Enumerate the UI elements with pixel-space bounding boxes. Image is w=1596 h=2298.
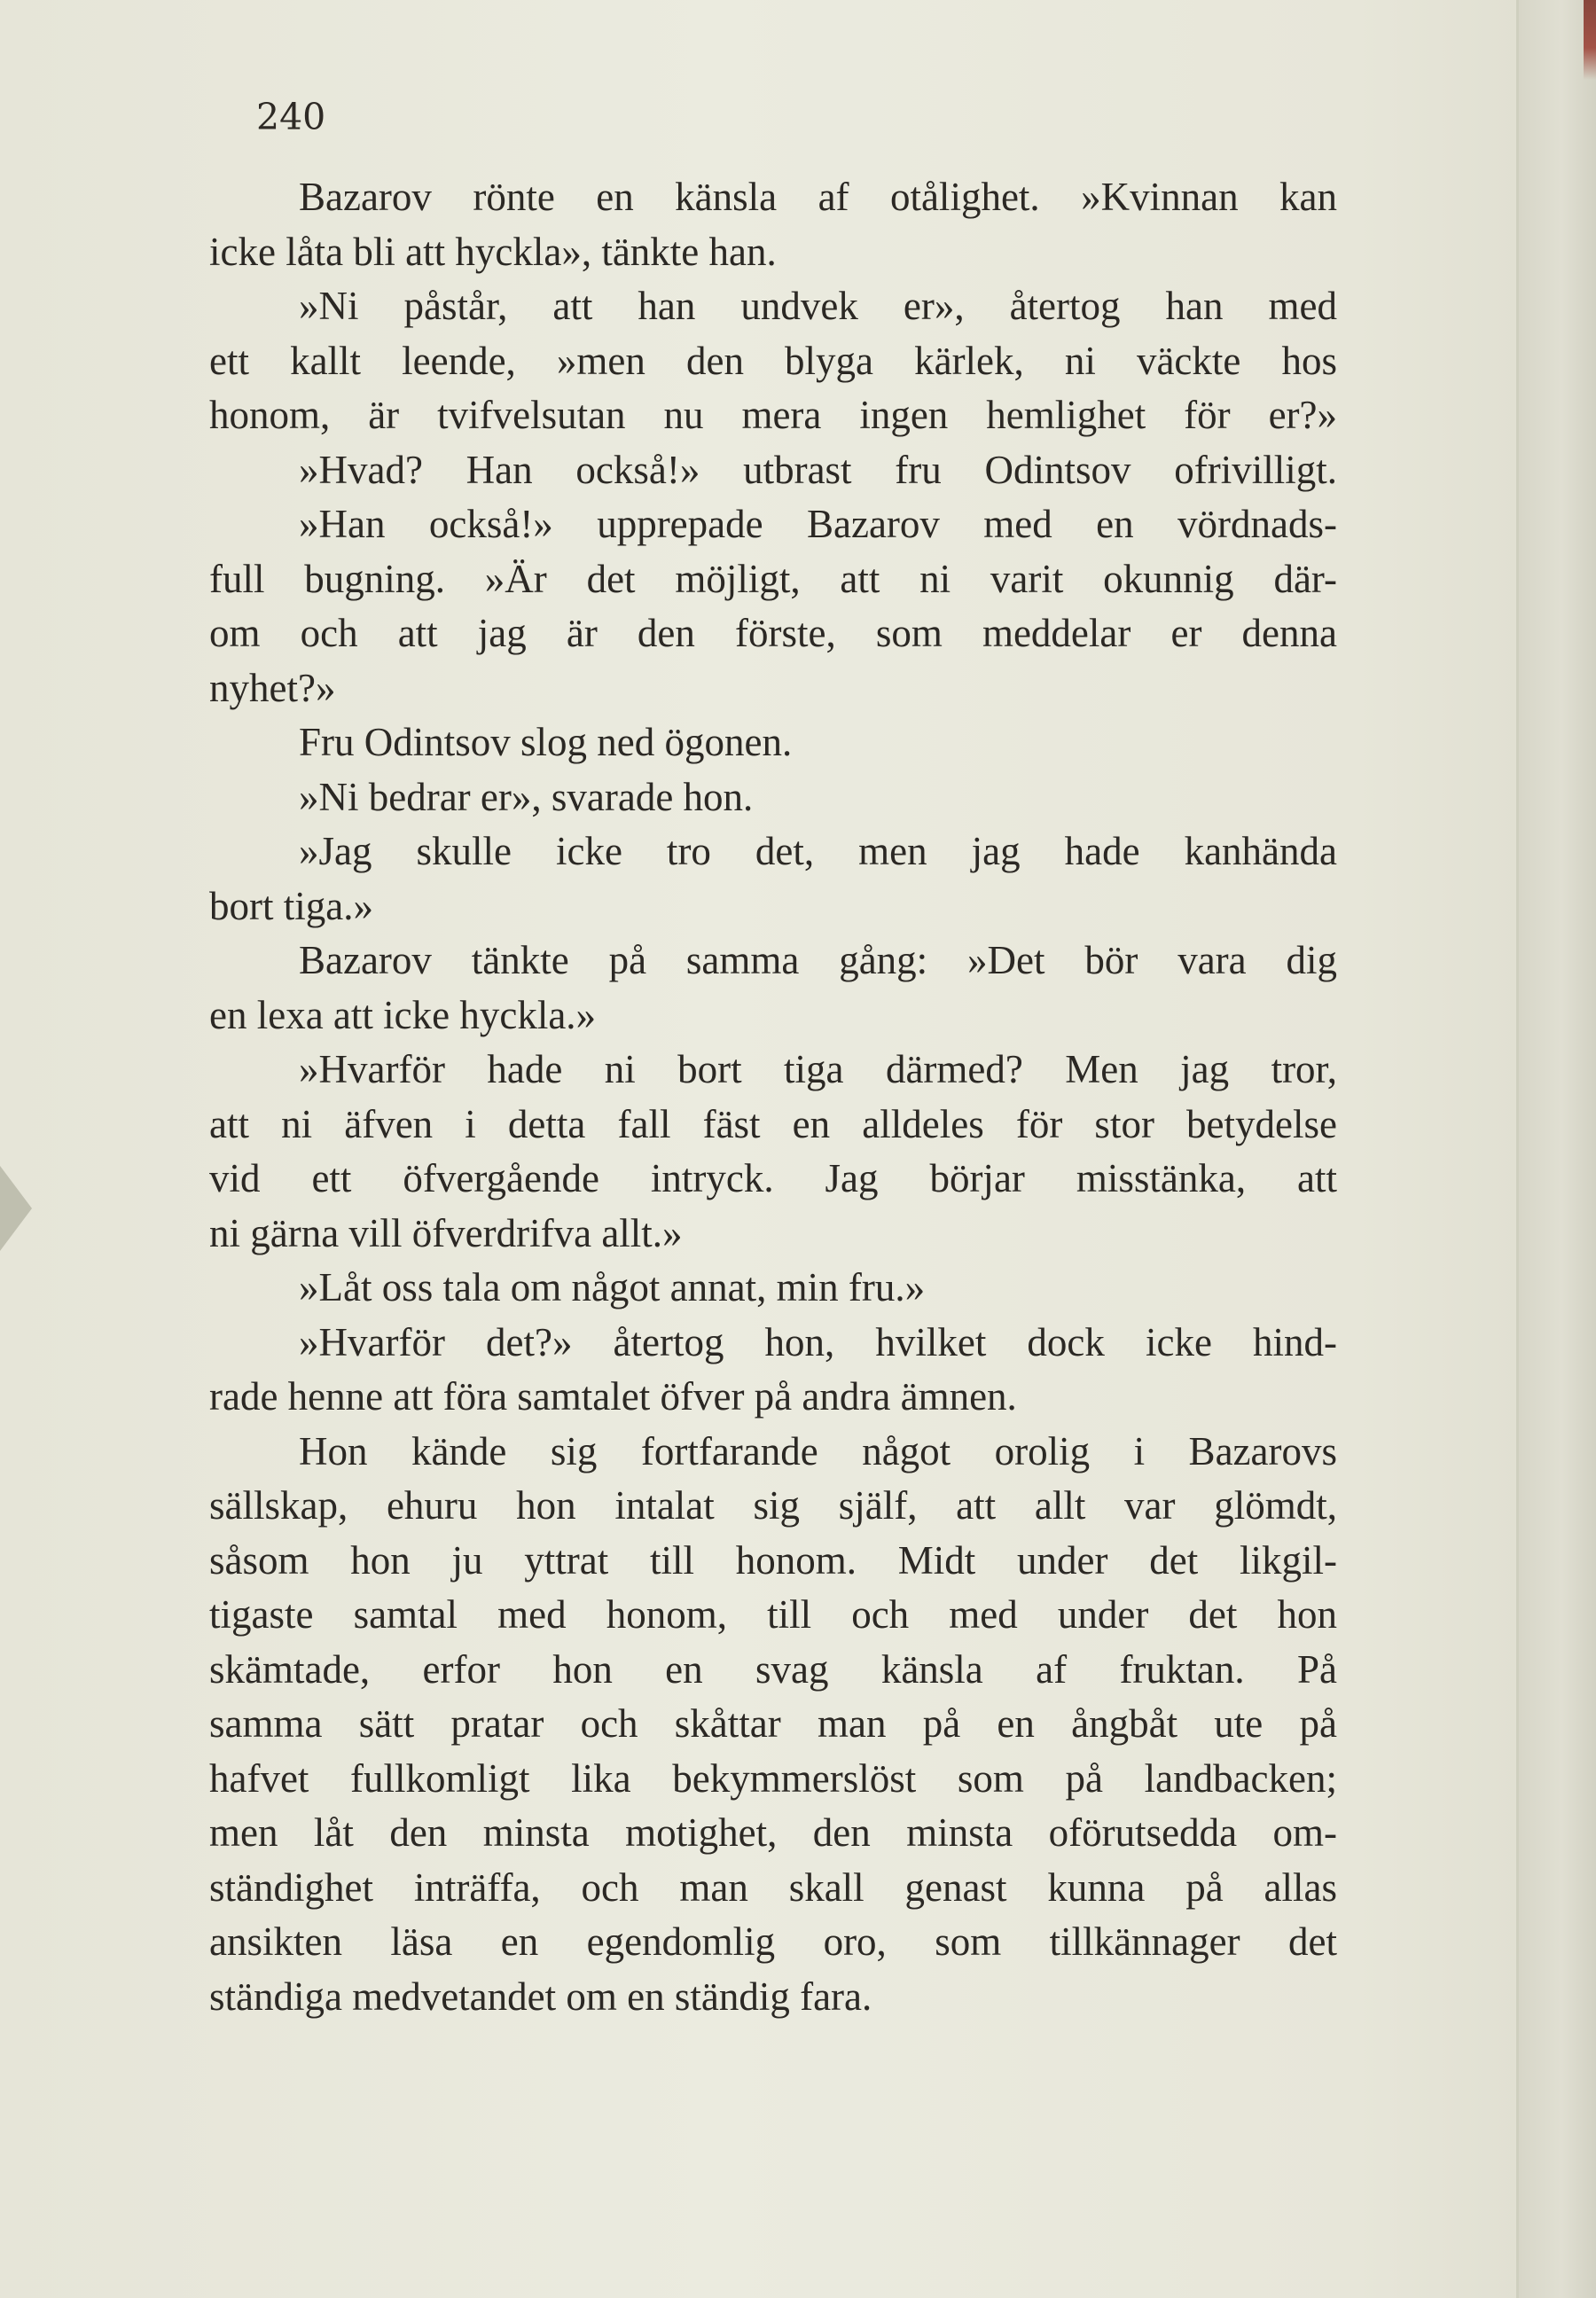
text-line: »Låt oss tala om något annat, min fru.»: [299, 1265, 926, 1309]
text-line: rade henne att föra samtalet öfver på andra ämnen.: [209, 1374, 1017, 1419]
text-line: skämtade, erfor hon en svag känsla af fruktan. På: [209, 1646, 1337, 1692]
text-line: att ni äfven i detta fall fäst en alldeles för stor betydelse: [209, 1101, 1337, 1146]
page-number: 240: [256, 96, 326, 138]
text-line: »Jag skulle icke tro det, men jag hade kanhända: [299, 829, 1337, 873]
text-line: »Hvarför det?» återtog hon, hvilket dock icke hind-: [299, 1319, 1337, 1364]
adjacent-page-edge: [1516, 0, 1596, 2298]
text-line: »Ni påstår, att han undvek er», återtog han med: [299, 284, 1337, 328]
text-line: en lexa att icke hyckla.»: [209, 992, 597, 1037]
text-line: ständiga medvetandet om en ständig fara.: [209, 1974, 872, 2019]
left-edge-tab: [0, 1166, 32, 1251]
text-line: »Ni bedrar er», svarade hon.: [299, 774, 754, 819]
text-line: »Han också!» upprepade Bazarov med en vördnads-: [299, 502, 1337, 546]
text-line: ständighet inträffa, och man skall genast kunna på allas: [209, 1864, 1337, 1910]
text-line: honom, är tvifvelsutan nu mera ingen hemlighet för er?»: [209, 393, 1337, 437]
text-line: om och att jag är den förste, som meddelar er denna: [209, 611, 1337, 655]
text-line: icke låta bli att hyckla», tänkte han.: [209, 229, 777, 274]
text-line: ett kallt leende, »men den blyga kärlek, ni väckte hos: [209, 338, 1337, 383]
text-line: Fru Odintsov slog ned ögonen.: [299, 720, 793, 764]
text-line: ansikten läsa en egendomlig oro, som tillkännager det: [209, 1919, 1337, 1964]
red-binding-mark: [1584, 0, 1596, 80]
text-line: tigaste samtal med honom, till och med under det hon: [209, 1592, 1337, 1637]
text-line: bort tiga.»: [209, 883, 373, 928]
body-text: [209, 170, 1337, 2024]
text-line: »Hvad? Han också!» utbrast fru Odintsov ofrivilligt.: [299, 447, 1337, 492]
text-line: såsom hon ju yttrat till honom. Midt under det likgil-: [209, 1537, 1337, 1583]
text-line: Hon kände sig fortfarande något orolig i Bazarovs: [299, 1428, 1337, 1473]
text-line: Bazarov rönte en känsla af otålighet. »Kvinnan kan: [299, 175, 1337, 219]
text-line: sällskap, ehuru hon intalat sig själf, att allt var glömdt,: [209, 1483, 1337, 1528]
text-line: Bazarov tänkte på samma gång: »Det bör vara dig: [299, 938, 1337, 982]
text-line: »Hvarför hade ni bort tiga därmed? Men jag tror,: [299, 1047, 1337, 1091]
text-line: full bugning. »Är det möjligt, att ni varit okunnig där-: [209, 556, 1337, 601]
text-line: hafvet fullkomligt lika bekymmerslöst som på landbacken;: [209, 1755, 1337, 1801]
text-line: vid ett öfvergående intryck. Jag börjar misstänka, att: [209, 1156, 1337, 1200]
text-line: nyhet?»: [209, 665, 336, 710]
text-line: men låt den minsta motighet, den minsta oförutsedda om-: [209, 1810, 1337, 1855]
text-line: ni gärna vill öfverdrifva allt.»: [209, 1210, 683, 1255]
text-line: samma sätt pratar och skåttar man på en ångbåt ute på: [209, 1701, 1337, 1746]
